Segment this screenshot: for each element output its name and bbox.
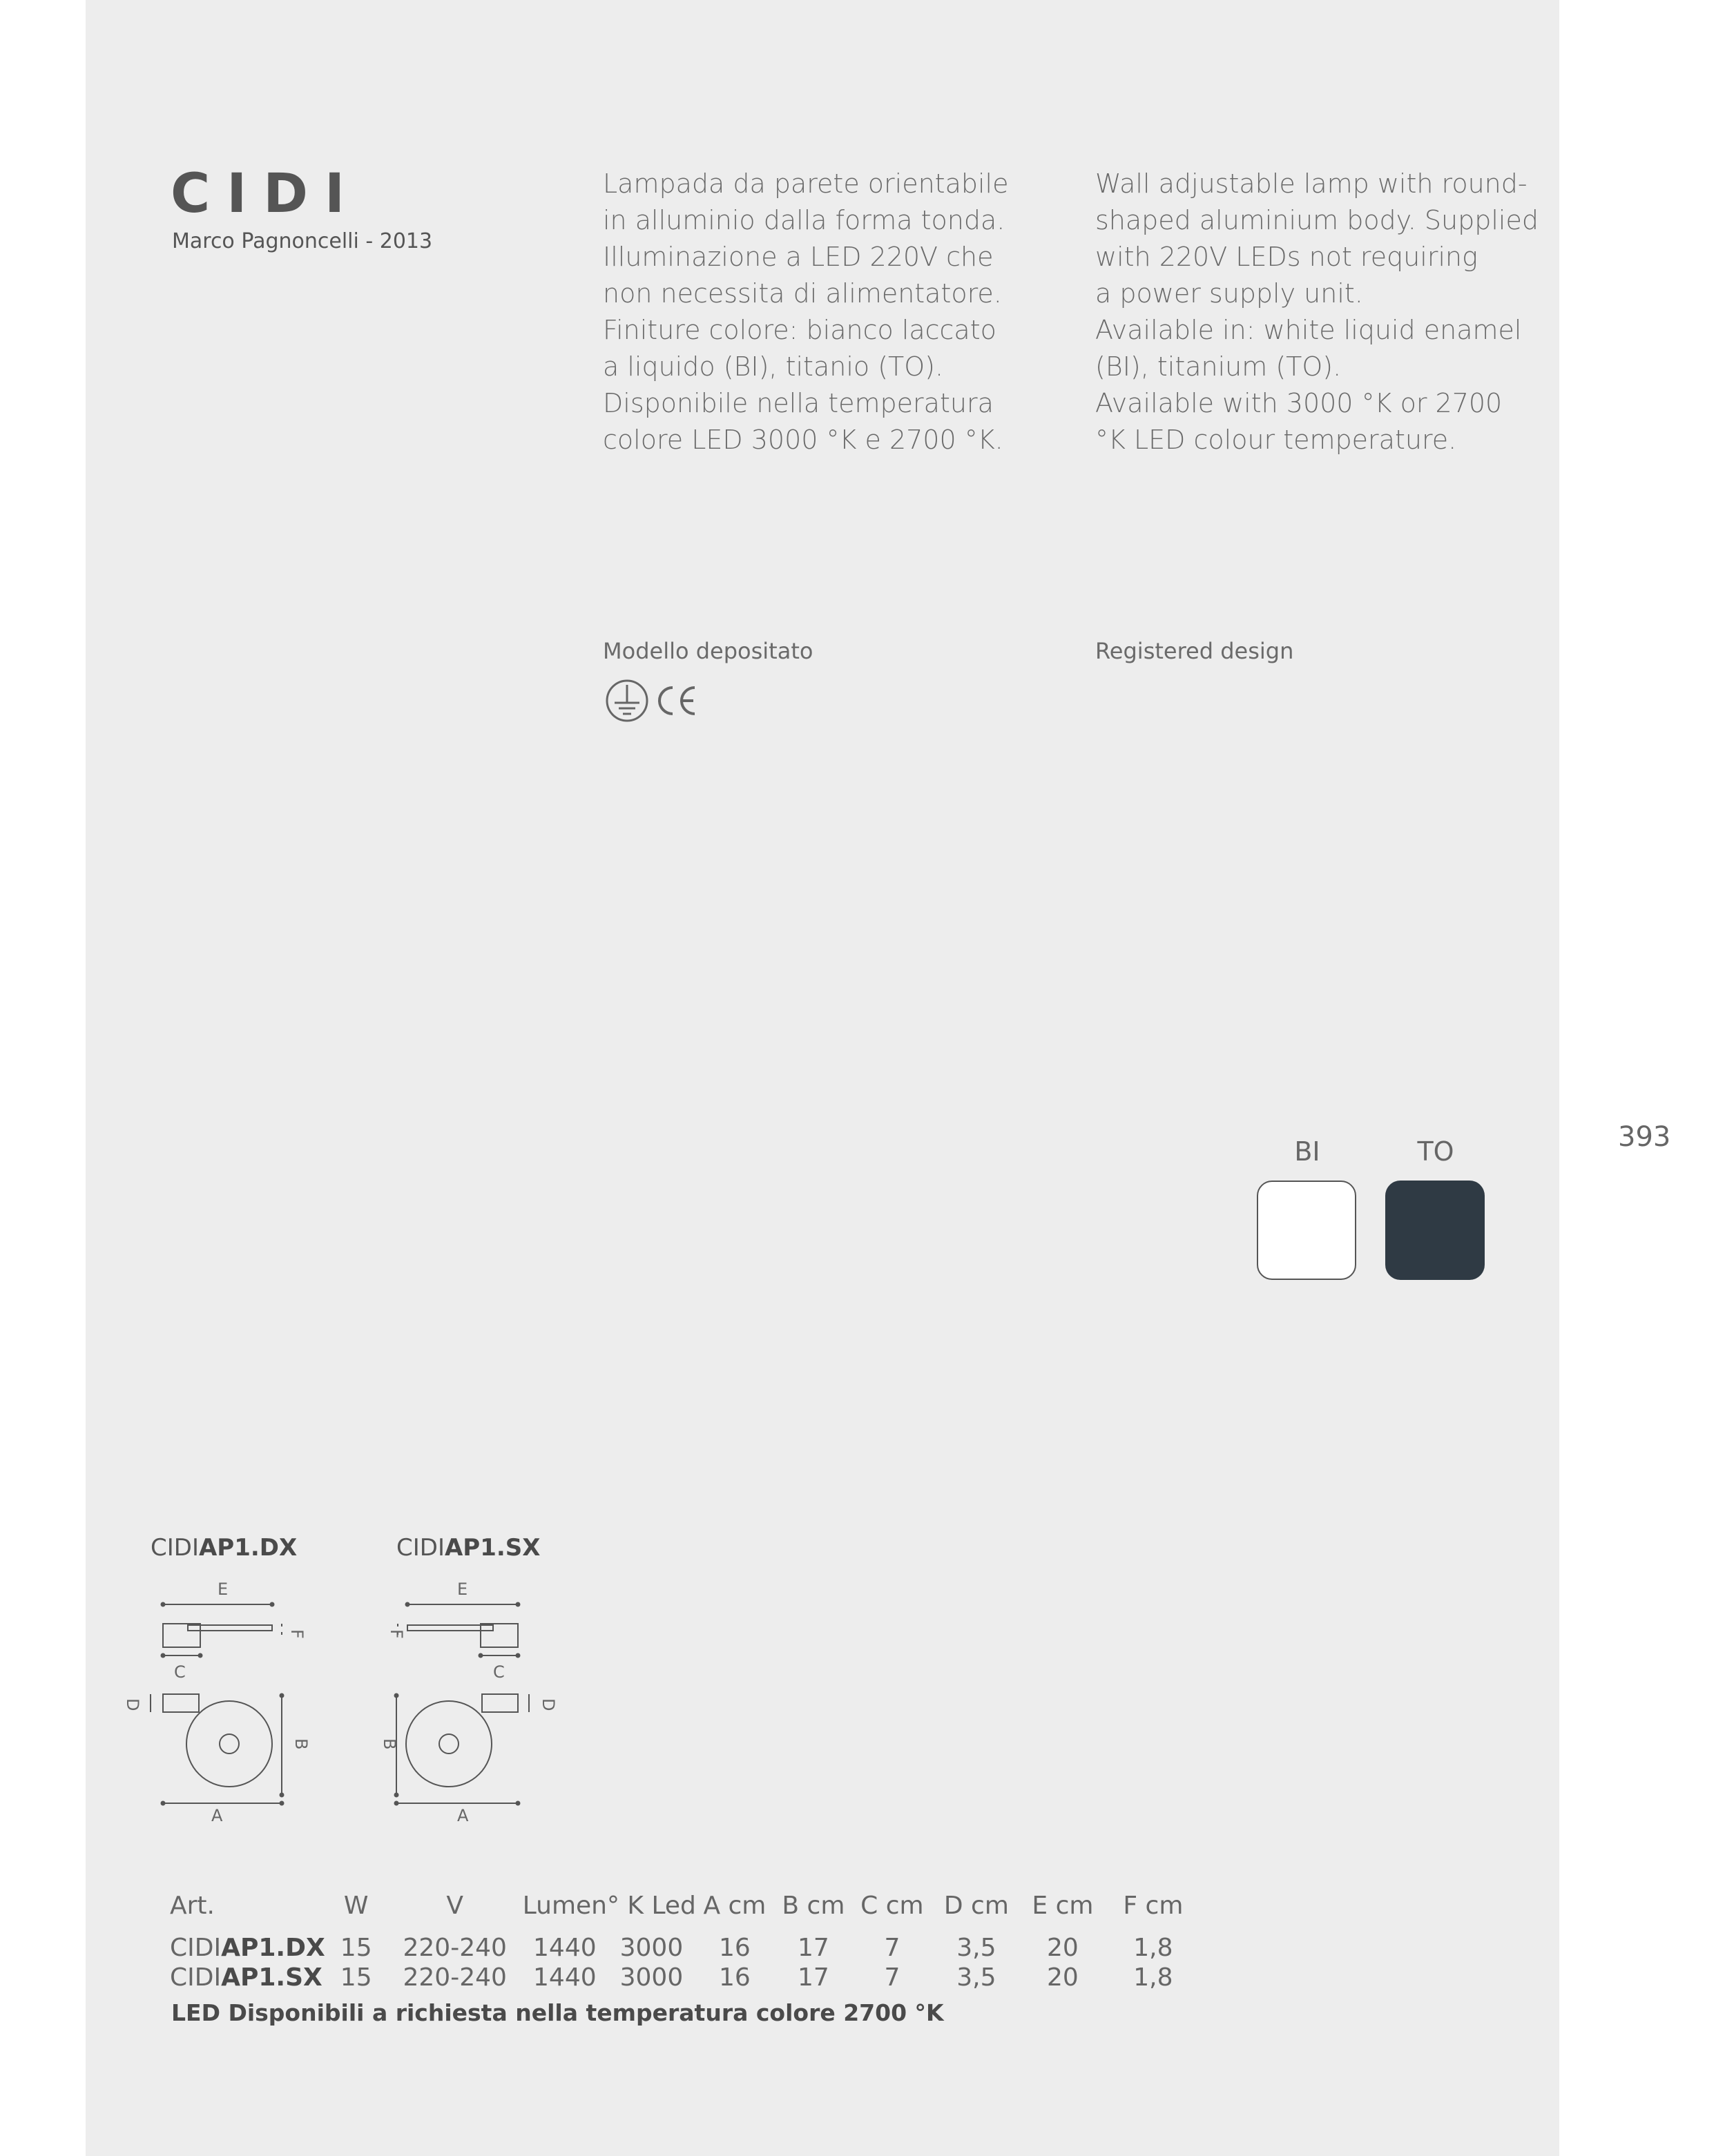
column-header: V: [446, 1892, 464, 1920]
description-line: Available with 3000 °K or 2700: [1095, 388, 1503, 418]
cell-c: 7: [884, 1963, 900, 1992]
description-line: in alluminio dalla forma tonda.: [603, 205, 1005, 235]
cell-a: 16: [719, 1934, 751, 1962]
description-line: a liquido (BI), titanio (TO).: [603, 351, 944, 382]
finish-swatch-titanium: [1385, 1181, 1485, 1280]
description-line: Illuminazione a LED 220V che: [603, 242, 994, 272]
dimension-label-f: F: [287, 1629, 307, 1639]
finish-label-to: TO: [1417, 1136, 1454, 1167]
description-line: °K LED colour temperature.: [1095, 425, 1457, 455]
registered-design-en: Registered design: [1095, 638, 1294, 664]
ce-mark-icon: [659, 688, 695, 714]
column-header: A cm: [703, 1892, 767, 1920]
column-header: Art.: [170, 1892, 215, 1920]
cell-watt: 15: [340, 1963, 372, 1992]
cell-c: 7: [884, 1934, 900, 1962]
cell-kelvin: 3000: [619, 1934, 684, 1962]
column-header: F cm: [1123, 1892, 1184, 1920]
dimension-label-d: D: [539, 1698, 558, 1711]
description-line: shaped aluminium body. Supplied: [1095, 205, 1539, 235]
cell-e: 20: [1047, 1963, 1079, 1992]
column-header: ° K Led: [606, 1892, 696, 1920]
cell-kelvin: 3000: [619, 1963, 684, 1992]
cell-a: 16: [719, 1963, 751, 1992]
description-line: colore LED 3000 °K e 2700 °K.: [603, 425, 1003, 455]
registered-design-it: Modello depositato: [603, 638, 813, 664]
cell-volt: 220-240: [403, 1963, 507, 1992]
description-italian: [603, 166, 1008, 458]
description-line: (BI), titanium (TO).: [1095, 351, 1342, 382]
column-header: B cm: [782, 1892, 845, 1920]
cell-lumen: 1440: [533, 1963, 597, 1992]
designer-credit: Marco Pagnoncelli - 2013: [172, 229, 433, 253]
description-english: [1095, 166, 1539, 458]
description-line: Finiture colore: bianco laccato: [603, 315, 996, 345]
table-row: [170, 1963, 1203, 1992]
availability-note: LED Disponibili a richiesta nella temperatura colore 2700 °K: [171, 1999, 944, 2026]
finish-swatch-white: [1257, 1181, 1356, 1280]
dimension-label-e: E: [457, 1580, 468, 1599]
description-line: Available in: white liquid enamel: [1095, 315, 1522, 345]
dimension-label-a: A: [211, 1806, 223, 1823]
cell-f: 1,8: [1133, 1934, 1173, 1962]
dimension-label-c: C: [174, 1662, 186, 1682]
ground-symbol-icon: [607, 681, 647, 721]
cell-f: 1,8: [1133, 1963, 1173, 1992]
description-line: Wall adjustable lamp with round-: [1095, 168, 1528, 199]
description-line: Disponibile nella temperatura: [603, 388, 994, 418]
cell-e: 20: [1047, 1934, 1079, 1962]
column-header: D cm: [943, 1892, 1009, 1920]
cell-lumen: 1440: [533, 1934, 597, 1962]
dimension-label-b: B: [380, 1738, 399, 1750]
dimension-label-e: E: [218, 1580, 229, 1599]
page-number: 393: [1618, 1121, 1671, 1153]
cell-b: 17: [798, 1934, 829, 1962]
table-row: [170, 1933, 1203, 1963]
cell-d: 3,5: [956, 1963, 996, 1992]
cell-watt: 15: [340, 1934, 372, 1962]
article-code: CIDIAP1.SX: [170, 1963, 322, 1992]
dimension-label-f: F: [387, 1629, 406, 1639]
dimension-label-b: B: [291, 1738, 311, 1750]
technical-drawing-dx: [117, 1574, 325, 1823]
product-title: CIDI: [171, 163, 362, 225]
article-code: CIDIAP1.DX: [170, 1934, 325, 1962]
model-title-dx: CIDIAP1.DX: [151, 1534, 298, 1562]
column-header: C cm: [860, 1892, 924, 1920]
dimension-label-d: D: [123, 1698, 142, 1711]
table-header-row: [170, 1892, 1203, 1933]
column-header: E cm: [1032, 1892, 1094, 1920]
finish-label-bi: BI: [1294, 1136, 1320, 1167]
description-line: a power supply unit.: [1095, 278, 1363, 309]
column-header: Lumen: [522, 1892, 607, 1920]
description-line: with 220V LEDs not requiring: [1095, 242, 1478, 272]
description-line: Lampada da parete orientabile: [603, 168, 1009, 199]
dimension-label-a: A: [457, 1806, 469, 1823]
technical-drawing-sx: [366, 1574, 573, 1823]
cell-b: 17: [798, 1963, 829, 1992]
description-line: non necessita di alimentatore.: [603, 278, 1002, 309]
column-header: W: [343, 1892, 369, 1920]
cell-d: 3,5: [956, 1934, 996, 1962]
cell-volt: 220-240: [403, 1934, 507, 1962]
model-title-sx: CIDIAP1.SX: [396, 1534, 541, 1562]
dimension-label-c: C: [493, 1662, 505, 1682]
specification-table: [170, 1892, 1203, 1992]
certification-icons: [605, 678, 702, 723]
